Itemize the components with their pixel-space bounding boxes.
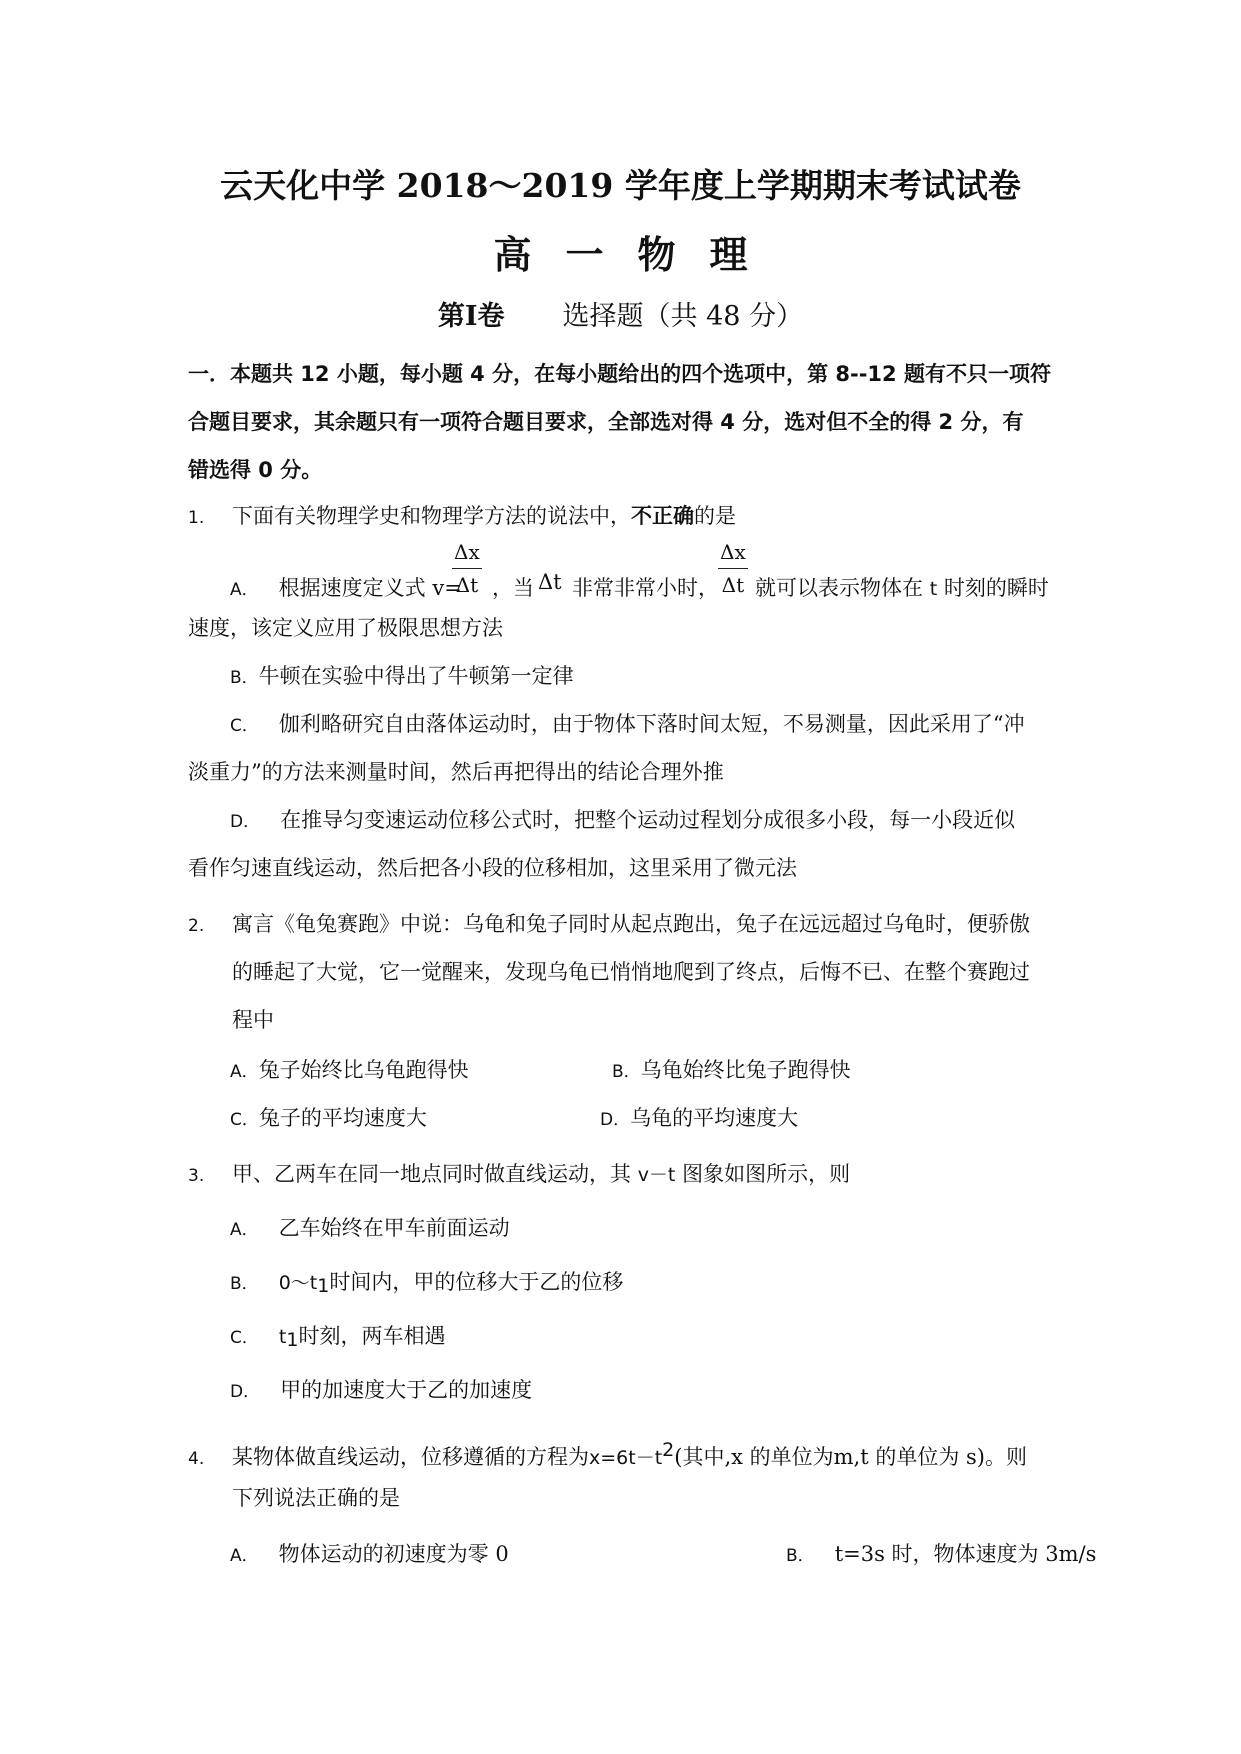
section-label: 第Ⅰ卷 bbox=[437, 301, 505, 332]
question-1-option-d-continued: 看作匀速直线运动，然后把各小段的位移相加，这里采用了微元法 bbox=[188, 856, 797, 880]
question-2-option-a: A．兔子始终比乌龟跑得快 bbox=[230, 1058, 469, 1082]
instructions-line-1: 一．本题共 12 小题，每小题 4 分，在每小题给出的四个选项中，第 8--12 题有不只一项符 bbox=[188, 362, 1051, 386]
question-3-stem: 3. 甲、乙两车在同一地点同时做直线运动，其 v－t 图象如图所示，则 bbox=[188, 1160, 850, 1190]
question-2-stem: 2. 寓言《龟兔赛跑》中说：乌龟和兔子同时从起点跑出，兔子在远远超过乌龟时，便骄傲 bbox=[188, 910, 1030, 940]
question-1-number: 1. bbox=[188, 508, 205, 528]
question-3-option-d: D． 甲的加速度大于乙的加速度 bbox=[230, 1378, 533, 1402]
section-heading bbox=[0, 294, 1241, 333]
question-1-option-b: B．牛顿在实验中得出了牛顿第一定律 bbox=[230, 664, 574, 688]
question-2-number: 2. bbox=[188, 916, 205, 936]
instructions-line-2: 合题目要求，其余题只有一项符合题目要求，全部选对得 4 分，选对但不全的得 2 分，有 bbox=[188, 410, 1024, 434]
question-4-stem: 4. 某物体做直线运动，位移遵循的方程为$x=6t-t^2$(其中,x 的单位为m,t 的单位为 s)。则 bbox=[188, 1436, 1027, 1473]
subject-title: 高一物理 bbox=[493, 232, 782, 277]
fraction-dx-dt-2: $\frac{\Delta x}{\Delta t}$ bbox=[720, 540, 746, 597]
question-3-option-a: A． 乙车始终在甲车前面运动 bbox=[230, 1216, 510, 1240]
question-1-option-d: D． 在推导匀变速运动位移公式时，把整个运动过程划分成很多小段，每一小段近似 bbox=[230, 808, 1016, 832]
question-1-emphasis: 不正确 bbox=[631, 503, 694, 528]
exam-page: 云天化中学 2018～2019 学年度上学期期末考试试卷 高一物理 第Ⅰ卷 选择题（共 48 分） 一．本题共 12 小题，每小题 4 分，在每小题给出的四个选项中，第 8--12 题有不只一项符 合题目要求，其余题只有一项符合题目要求，全部选对得 4 分，选对但不全的得 2 分，有 错选得 0 分。 1. 下面有关物理学史和物理学方法的说法中，不正确的是 $\frac{\Delta x}{\Delta t}$ $\frac{\Delta x}{\Delta t}$ A． 根据速度定义式 v= ，当 Δt 非常非常小时， 就可以表示物体在 t 时刻的瞬时 速度，该定义应用了极限思想方法 B．牛顿在实验中得出了牛顿第一定律 C． 伽利略研究自由落体运动时，由于物体下落时间太短，不易测量，因此采用了“冲 淡重力”的方法来测量时间，然后再把得出的结论合理外推 D． 在推导匀变速运动位移公式时，把整个运动过程划分成很多小段，每一小段近似 看作匀速直线运动，然后把各小段的位移相加，这里采用了微元法 2. 寓言《龟兔赛跑》中说：乌龟和兔子同时从起点跑出，兔子在远远超过乌龟时，便骄傲 的睡起了大觉，它一觉醒来，发现乌龟已悄悄地爬到了终点，后悔不已、在整个赛跑过 程中 A．兔子始终比乌龟跑得快 B．乌龟始终比兔子跑得快 C．兔子的平均速度大 D．乌龟的平均速度大 3. 甲、乙两车在同一地点同时做直线运动，其 v－t 图象如图所示，则 A． 乙车始终在甲车前面运动 B． $0\sim t_1$时间内，甲的位移大于乙的位移 C． $t_1$时刻，两车相遇 D． 甲的加速度大于乙的加速度 4. 某物体做直线运动，位移遵循的方程为$x=6t-t^2$(其中,x 的单位为m,t 的单位为 s)。则 下列说法正确的是 A． 物体运动的初速度为零 0 B． t=3s 时，物体速度为 3m/s bbox=[0, 0, 1241, 1754]
question-1-option-a: A． 根据速度定义式 v= bbox=[230, 576, 462, 600]
question-2-option-c: C．兔子的平均速度大 bbox=[230, 1106, 427, 1130]
question-1-option-c-continued: 淡重力”的方法来测量时间，然后再把得出的结论合理外推 bbox=[188, 760, 724, 784]
section-description: 选择题（共 48 分） bbox=[562, 301, 804, 332]
question-1-option-c: C． 伽利略研究自由落体运动时，由于物体下落时间太短，不易测量，因此采用了“冲 bbox=[230, 712, 1025, 736]
question-2-option-d: D．乌龟的平均速度大 bbox=[600, 1106, 799, 1130]
question-1-stem: 1. 下面有关物理学史和物理学方法的说法中，不正确的是 bbox=[188, 502, 736, 532]
question-4-option-b: B． t=3s 时，物体速度为 3m/s bbox=[786, 1542, 1097, 1566]
question-3-number: 3. bbox=[188, 1166, 205, 1186]
question-2-option-b: B．乌龟始终比兔子跑得快 bbox=[612, 1058, 851, 1082]
exam-title: 云天化中学 2018～2019 学年度上学期期末考试试卷 bbox=[220, 166, 1021, 205]
question-1-option-a-continued: 速度，该定义应用了极限思想方法 bbox=[188, 616, 503, 640]
fraction-dx-dt-1: $\frac{\Delta x}{\Delta t}$ bbox=[454, 540, 480, 597]
instructions-line-3: 错选得 0 分。 bbox=[188, 458, 323, 482]
question-4-option-a: A． 物体运动的初速度为零 0 bbox=[230, 1542, 509, 1566]
question-3-option-c: C． $t_1$时刻，两车相遇 bbox=[230, 1324, 446, 1351]
question-3-option-b: B． $0\sim t_1$时间内，甲的位移大于乙的位移 bbox=[230, 1270, 624, 1297]
question-4-number: 4. bbox=[188, 1449, 205, 1469]
